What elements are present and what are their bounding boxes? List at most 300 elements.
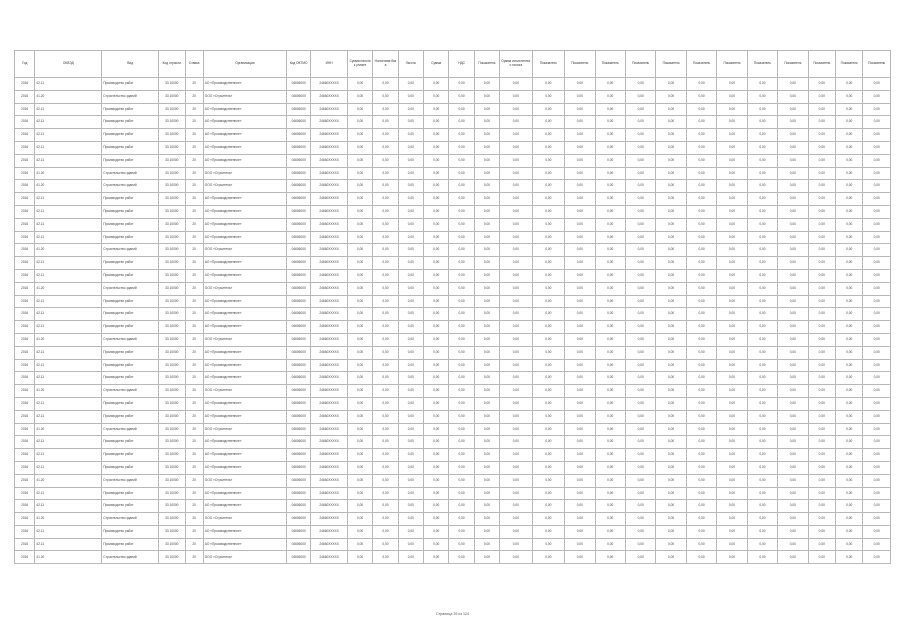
table-row (15, 154, 891, 167)
table-cell: 0,00 (373, 218, 398, 231)
table-cell: 0,00 (808, 308, 835, 321)
table-cell: 0,00 (424, 397, 449, 410)
table-cell: 0,00 (532, 129, 564, 142)
table-cell: 0,00 (500, 78, 532, 91)
table-cell: 0,00 (808, 461, 835, 474)
table-cell: 0,00 (808, 525, 835, 538)
table-cell: 0,00 (398, 282, 423, 295)
table-cell: 0,00 (373, 449, 398, 462)
table-cell: 04606000 (287, 538, 311, 551)
table-cell: 0,00 (625, 129, 655, 142)
table-cell: 0,00 (565, 129, 595, 142)
table-row (15, 282, 891, 295)
table-cell: 0,00 (686, 436, 716, 449)
table-cell: 0,00 (863, 538, 891, 551)
table-row (15, 231, 891, 244)
table-cell: 0,00 (808, 257, 835, 270)
table-cell: 0,00 (500, 359, 532, 372)
table-cell: 0,00 (747, 269, 777, 282)
table-cell: 0,00 (686, 423, 716, 436)
table-cell: 0,00 (625, 538, 655, 551)
table-cell: 0,00 (656, 269, 686, 282)
table-cell: 0,00 (595, 269, 625, 282)
table-cell: 33 10000 (159, 244, 185, 257)
table-cell: 0,00 (625, 372, 655, 385)
table-cell: 0,00 (449, 551, 474, 564)
table-cell: 0,00 (474, 436, 499, 449)
table-cell: 24660XXXXX (311, 167, 348, 180)
table-cell: 0,00 (595, 551, 625, 564)
table-cell: Строительство зданий (102, 282, 159, 295)
table-cell: 0,00 (686, 372, 716, 385)
table-cell: 0,00 (747, 346, 777, 359)
table-cell: 0,00 (500, 231, 532, 244)
table-cell: 0,00 (778, 551, 808, 564)
table-cell: 0,00 (424, 103, 449, 116)
table-cell: 0,00 (565, 154, 595, 167)
table-cell: 20 (185, 513, 203, 526)
table-cell: 0,00 (778, 295, 808, 308)
table-cell: 0,00 (398, 385, 423, 398)
table-cell: 0,00 (347, 372, 372, 385)
table-cell: 0,00 (595, 141, 625, 154)
table-cell: 2016 (15, 116, 35, 129)
table-cell: 33 10000 (159, 193, 185, 206)
table-cell: 0,00 (595, 538, 625, 551)
table-cell: 0,00 (835, 500, 862, 513)
table-cell: 0,00 (474, 397, 499, 410)
table-cell: 0,00 (449, 525, 474, 538)
table-cell: 0,00 (347, 308, 372, 321)
table-cell: 0,00 (398, 410, 423, 423)
table-cell: 0,00 (835, 129, 862, 142)
table-cell: 0,00 (808, 346, 835, 359)
table-cell: 2016 (15, 359, 35, 372)
table-cell: 0,00 (449, 205, 474, 218)
table-cell: 20 (185, 269, 203, 282)
table-cell: 0,00 (424, 449, 449, 462)
table-cell: 0,00 (808, 385, 835, 398)
table-cell: 2016 (15, 269, 35, 282)
table-cell: 0,00 (835, 487, 862, 500)
table-cell: 24660XXXXX (311, 308, 348, 321)
table-cell: 0,00 (625, 487, 655, 500)
table-cell: АО «Производственное» (203, 129, 286, 142)
table-header-row (15, 51, 891, 78)
table-cell: 0,00 (532, 551, 564, 564)
table-cell: 33 10000 (159, 231, 185, 244)
table-cell: 0,00 (398, 269, 423, 282)
table-cell: 0,00 (532, 282, 564, 295)
table-cell: 0,00 (347, 244, 372, 257)
table-cell: 0,00 (474, 321, 499, 334)
table-cell: 0,00 (500, 333, 532, 346)
table-cell: 0,00 (835, 167, 862, 180)
table-cell: 0,00 (778, 244, 808, 257)
table-cell: 0,00 (424, 295, 449, 308)
table-cell: 0,00 (347, 513, 372, 526)
table-cell: 0,00 (595, 295, 625, 308)
table-cell: 33 10000 (159, 90, 185, 103)
table-cell: 0,00 (474, 78, 499, 91)
table-cell: 0,00 (532, 90, 564, 103)
table-cell: 0,00 (778, 78, 808, 91)
table-cell: 0,00 (747, 154, 777, 167)
table-cell: 0,00 (717, 282, 747, 295)
table-cell: 0,00 (717, 295, 747, 308)
table-cell: 0,00 (835, 141, 862, 154)
table-cell: 0,00 (373, 282, 398, 295)
table-cell: 0,00 (474, 244, 499, 257)
table-cell: 0,00 (835, 372, 862, 385)
table-cell: 0,00 (532, 193, 564, 206)
table-cell: 0,00 (808, 90, 835, 103)
table-cell: 0,00 (835, 180, 862, 193)
table-cell: 0,00 (347, 500, 372, 513)
table-cell: 0,00 (717, 385, 747, 398)
table-cell: 0,00 (449, 449, 474, 462)
table-cell: 0,00 (532, 295, 564, 308)
table-cell: 42.11 (35, 359, 102, 372)
table-cell: 0,00 (808, 551, 835, 564)
table-cell: 42.11 (35, 308, 102, 321)
table-cell: 33 10000 (159, 346, 185, 359)
table-cell: 0,00 (398, 90, 423, 103)
table-cell: 0,00 (565, 193, 595, 206)
table-row (15, 385, 891, 398)
table-cell: 0,00 (863, 78, 891, 91)
table-cell: 0,00 (500, 372, 532, 385)
table-cell: 0,00 (474, 141, 499, 154)
table-cell: 2016 (15, 308, 35, 321)
table-cell: 0,00 (474, 346, 499, 359)
table-cell: 0,00 (347, 385, 372, 398)
table-cell: 0,00 (532, 180, 564, 193)
table-cell: АО «Производственное» (203, 308, 286, 321)
table-cell: 0,00 (532, 269, 564, 282)
table-cell: Производство работ (102, 500, 159, 513)
table-cell: 0,00 (398, 525, 423, 538)
table-cell: 0,00 (686, 525, 716, 538)
table-cell: 2016 (15, 461, 35, 474)
table-cell: 0,00 (686, 346, 716, 359)
table-cell: Производство работ (102, 141, 159, 154)
table-cell: 20 (185, 218, 203, 231)
table-cell: 42.11 (35, 538, 102, 551)
table-cell: 0,00 (625, 397, 655, 410)
table-cell: 0,00 (778, 500, 808, 513)
table-cell: 0,00 (747, 449, 777, 462)
table-cell: 0,00 (373, 244, 398, 257)
table-cell: Производство работ (102, 359, 159, 372)
table-cell: 42.11 (35, 436, 102, 449)
table-cell: 2016 (15, 551, 35, 564)
table-cell: 0,00 (532, 205, 564, 218)
table-cell: 04606000 (287, 423, 311, 436)
table-cell: 0,00 (474, 423, 499, 436)
table-cell: 20 (185, 423, 203, 436)
table-cell: Производство работ (102, 321, 159, 334)
table-cell: 2016 (15, 295, 35, 308)
table-cell: 0,00 (778, 321, 808, 334)
table-cell: 0,00 (747, 257, 777, 270)
table-cell: 0,00 (424, 474, 449, 487)
table-cell: 24660XXXXX (311, 321, 348, 334)
table-cell: 20 (185, 321, 203, 334)
table-cell: 0,00 (347, 410, 372, 423)
table-cell: 0,00 (373, 346, 398, 359)
table-cell: 41.20 (35, 474, 102, 487)
table-cell: 0,00 (778, 180, 808, 193)
table-cell: 0,00 (449, 372, 474, 385)
table-cell: 33 10000 (159, 116, 185, 129)
table-cell: 04606000 (287, 205, 311, 218)
table-cell: 0,00 (347, 321, 372, 334)
table-cell: 0,00 (449, 500, 474, 513)
table-cell: АО «Производственное» (203, 78, 286, 91)
table-cell: 2016 (15, 372, 35, 385)
table-cell: 0,00 (717, 397, 747, 410)
table-cell: 0,00 (778, 333, 808, 346)
table-cell: 0,00 (808, 513, 835, 526)
table-cell: 0,00 (835, 397, 862, 410)
table-cell: Производство работ (102, 410, 159, 423)
table-cell: 0,00 (565, 205, 595, 218)
table-cell: 0,00 (717, 180, 747, 193)
table-cell: 0,00 (565, 538, 595, 551)
table-cell: 0,00 (532, 487, 564, 500)
table-cell: 0,00 (656, 513, 686, 526)
table-row (15, 167, 891, 180)
table-body (15, 78, 891, 564)
table-cell: 0,00 (686, 205, 716, 218)
table-cell: 0,00 (398, 500, 423, 513)
table-cell: Строительство зданий (102, 180, 159, 193)
table-cell: 2016 (15, 282, 35, 295)
table-cell: 0,00 (778, 449, 808, 462)
table-cell: 0,00 (347, 180, 372, 193)
table-cell: АО «Производственное» (203, 525, 286, 538)
table-cell: 0,00 (863, 410, 891, 423)
table-cell: 0,00 (835, 269, 862, 282)
table-cell: 0,00 (565, 282, 595, 295)
table-cell: 0,00 (449, 231, 474, 244)
table-cell: 0,00 (778, 423, 808, 436)
table-cell: 0,00 (449, 244, 474, 257)
table-cell: 42.11 (35, 257, 102, 270)
table-cell: 0,00 (717, 449, 747, 462)
table-cell: Строительство зданий (102, 90, 159, 103)
table-cell: 0,00 (500, 167, 532, 180)
table-cell: 0,00 (373, 436, 398, 449)
table-cell: 0,00 (656, 436, 686, 449)
table-cell: 0,00 (532, 410, 564, 423)
table-cell: 24660XXXXX (311, 513, 348, 526)
table-cell: 33 10000 (159, 423, 185, 436)
table-cell: 0,00 (424, 269, 449, 282)
table-cell: 0,00 (835, 333, 862, 346)
table-cell: 0,00 (373, 513, 398, 526)
table-cell: 0,00 (500, 538, 532, 551)
table-cell: 0,00 (595, 257, 625, 270)
table-cell: 0,00 (863, 321, 891, 334)
table-cell: 0,00 (373, 410, 398, 423)
table-cell: 0,00 (808, 103, 835, 116)
table-cell: 2016 (15, 180, 35, 193)
table-cell: 0,00 (398, 397, 423, 410)
table-cell: 0,00 (398, 244, 423, 257)
table-cell: 0,00 (474, 269, 499, 282)
table-cell: 2016 (15, 103, 35, 116)
table-cell: 0,00 (474, 257, 499, 270)
table-cell: 0,00 (398, 205, 423, 218)
table-cell: 0,00 (500, 205, 532, 218)
table-cell: 0,00 (747, 295, 777, 308)
table-cell: 0,00 (373, 269, 398, 282)
table-cell: 0,00 (808, 205, 835, 218)
table-cell: 33 10000 (159, 513, 185, 526)
table-cell: 0,00 (686, 461, 716, 474)
column-header: Показатель (595, 51, 625, 78)
table-cell: ООО «Строитель» (203, 90, 286, 103)
table-cell: 0,00 (373, 295, 398, 308)
table-cell: 04606000 (287, 244, 311, 257)
table-cell: 0,00 (373, 333, 398, 346)
table-cell: 0,00 (625, 423, 655, 436)
table-cell: 2016 (15, 167, 35, 180)
table-cell: 33 10000 (159, 436, 185, 449)
table-cell: 0,00 (835, 78, 862, 91)
table-cell: 0,00 (863, 295, 891, 308)
column-header: Код отрасли (159, 51, 185, 78)
table-cell: 0,00 (474, 295, 499, 308)
table-cell: АО «Производственное» (203, 141, 286, 154)
table-cell: 0,00 (778, 397, 808, 410)
table-cell: 20 (185, 538, 203, 551)
table-row (15, 257, 891, 270)
table-cell: 0,00 (532, 154, 564, 167)
table-cell: 0,00 (808, 321, 835, 334)
table-cell: 0,00 (778, 513, 808, 526)
column-header: Показатель (656, 51, 686, 78)
table-cell: 0,00 (656, 321, 686, 334)
table-cell: 0,00 (863, 103, 891, 116)
table-cell: АО «Производственное» (203, 500, 286, 513)
table-cell: 0,00 (863, 551, 891, 564)
table-cell: 24660XXXXX (311, 269, 348, 282)
table-cell: 0,00 (835, 295, 862, 308)
column-header: Льготы (398, 51, 423, 78)
table-cell: Производство работ (102, 103, 159, 116)
table-cell: 0,00 (717, 436, 747, 449)
table-cell: 2016 (15, 333, 35, 346)
table-cell: 0,00 (398, 513, 423, 526)
table-cell: 0,00 (500, 487, 532, 500)
table-cell: 0,00 (656, 538, 686, 551)
column-header: Показатель (863, 51, 891, 78)
table-cell: 0,00 (347, 103, 372, 116)
table-cell: 24660XXXXX (311, 423, 348, 436)
table-cell: 0,00 (595, 474, 625, 487)
table-cell: 0,00 (595, 78, 625, 91)
table-cell: 04606000 (287, 449, 311, 462)
table-cell: 0,00 (373, 167, 398, 180)
table-cell: 0,00 (565, 78, 595, 91)
table-cell: 0,00 (500, 397, 532, 410)
table-cell: 0,00 (656, 500, 686, 513)
table-cell: 0,00 (398, 116, 423, 129)
table-cell: 2016 (15, 397, 35, 410)
table-cell: 0,00 (449, 129, 474, 142)
table-cell: 2016 (15, 321, 35, 334)
table-cell: 0,00 (625, 295, 655, 308)
table-cell: 33 10000 (159, 487, 185, 500)
table-cell: 0,00 (449, 474, 474, 487)
table-cell: 0,00 (625, 257, 655, 270)
table-cell: 42.11 (35, 218, 102, 231)
table-cell: 33 10000 (159, 359, 185, 372)
table-cell: АО «Производственное» (203, 154, 286, 167)
table-cell: 2016 (15, 129, 35, 142)
table-cell: 20 (185, 129, 203, 142)
table-cell: 0,00 (778, 269, 808, 282)
table-cell: 33 10000 (159, 474, 185, 487)
table-cell: 0,00 (863, 244, 891, 257)
table-cell: 0,00 (656, 474, 686, 487)
table-cell: 0,00 (717, 551, 747, 564)
table-cell: 0,00 (625, 244, 655, 257)
table-cell: 2016 (15, 90, 35, 103)
table-cell: 0,00 (625, 525, 655, 538)
table-cell: 0,00 (565, 436, 595, 449)
table-cell: 0,00 (717, 423, 747, 436)
table-cell: 0,00 (595, 282, 625, 295)
table-cell: АО «Производственное» (203, 231, 286, 244)
table-cell: 0,00 (424, 282, 449, 295)
table-cell: 2016 (15, 205, 35, 218)
table-cell: 0,00 (595, 449, 625, 462)
table-cell: 0,00 (808, 487, 835, 500)
table-cell: 0,00 (424, 90, 449, 103)
table-cell: 41.20 (35, 180, 102, 193)
table-cell: 0,00 (747, 231, 777, 244)
table-cell: 0,00 (656, 359, 686, 372)
table-cell: 0,00 (686, 231, 716, 244)
table-cell: 33 10000 (159, 269, 185, 282)
table-cell: 24660XXXXX (311, 218, 348, 231)
table-cell: 04606000 (287, 295, 311, 308)
table-cell: 0,00 (835, 90, 862, 103)
table-cell: 0,00 (373, 500, 398, 513)
table-cell: 0,00 (532, 513, 564, 526)
table-cell: 0,00 (398, 487, 423, 500)
table-cell: 42.11 (35, 205, 102, 218)
table-cell: 20 (185, 461, 203, 474)
table-cell: 0,00 (565, 269, 595, 282)
table-cell: 0,00 (449, 78, 474, 91)
table-cell: 2016 (15, 78, 35, 91)
table-cell: 04606000 (287, 410, 311, 423)
table-cell: 0,00 (717, 129, 747, 142)
table-cell: 0,00 (474, 487, 499, 500)
table-cell: 0,00 (565, 103, 595, 116)
table-cell: 33 10000 (159, 282, 185, 295)
table-cell: 0,00 (863, 436, 891, 449)
table-row (15, 474, 891, 487)
table-cell: 24660XXXXX (311, 78, 348, 91)
table-cell: ООО «Строитель» (203, 513, 286, 526)
table-cell: АО «Производственное» (203, 436, 286, 449)
